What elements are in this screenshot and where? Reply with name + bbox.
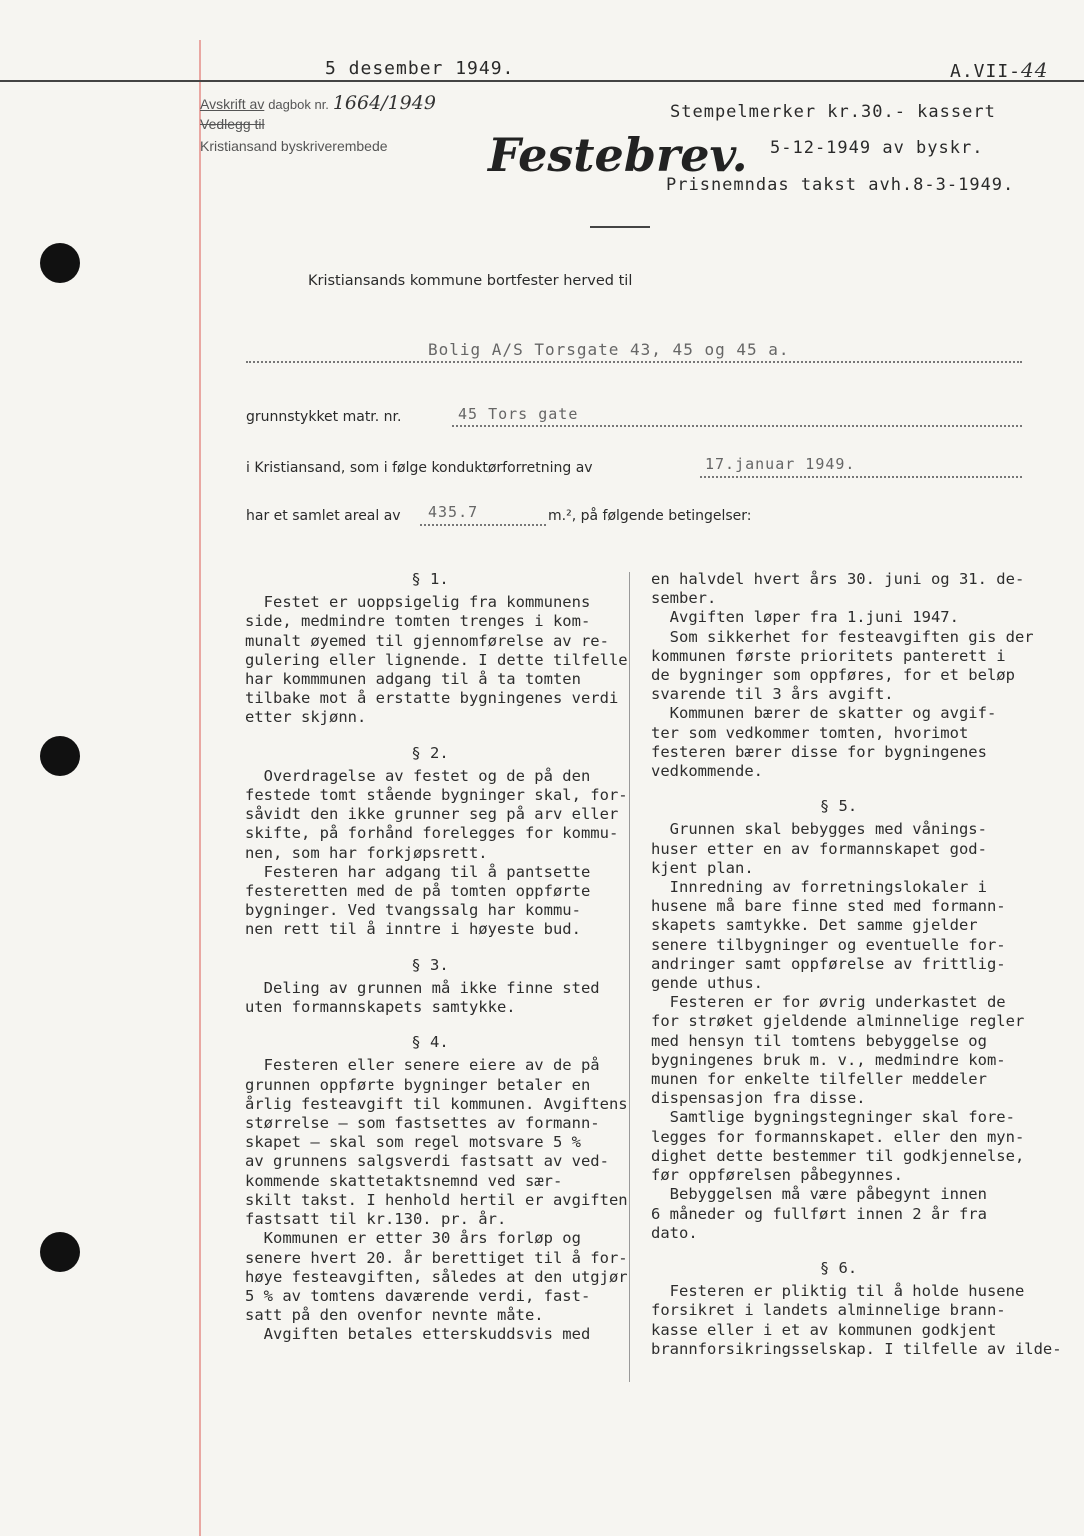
text-line: gende uthus. (651, 974, 763, 993)
text-line: grunnen oppførte bygninger betaler en (245, 1075, 591, 1094)
text-line: 5 % av tomtens daværende verdi, fast- (245, 1286, 591, 1305)
text-line: Avgiften betales etterskuddsvis med (245, 1325, 591, 1344)
text-line: kasse eller i et av kommunen godkjent (651, 1320, 997, 1339)
text-line: Festeren er pliktig til å holde husene (651, 1282, 1025, 1301)
survey-value: 17.januar 1949. (705, 455, 856, 473)
text-line: Festeren har adgang til å pantsette (245, 862, 591, 881)
text-line: festeretten med de på tomten oppførte (245, 882, 591, 901)
text-line: Kommunen bærer de skatter og avgif- (651, 704, 997, 723)
record-date: 5 desember 1949. (325, 58, 515, 79)
stamp-line-2: Vedlegg til (200, 116, 265, 132)
survey-dotted-line (700, 476, 1022, 478)
text-line: side, medmindre tomten trenges i kom- (245, 612, 591, 631)
note-cancelled: 5-12-1949 av byskr. (770, 138, 984, 158)
text-line: munalt øyemed til gjennomførelse av re- (245, 631, 609, 650)
left-column (245, 570, 628, 1345)
header-rule (0, 80, 1084, 82)
text-line: skapets samtykke. Det samme gjelder (651, 916, 978, 935)
text-line: skifte, på forhånd forelegges for kommu- (245, 824, 619, 843)
margin-line (199, 40, 201, 1536)
text-line: sember. (651, 589, 717, 608)
text-line: husene må bare finne sted med formann- (651, 897, 1006, 916)
text-line: dighet dette bestemmer til godkjennelse, (651, 1146, 1025, 1165)
area-prefix: har et samlet areal av (246, 508, 401, 524)
text-line: skapet — skal som regel motsvare 5 % (245, 1133, 581, 1152)
lessee-dotted-line (246, 361, 1022, 363)
text-line: kjent plan. (651, 858, 754, 877)
text-line: Samtlige bygningstegninger skal fore- (651, 1108, 1015, 1127)
text-line: legges for formannskapet. eller den myn- (651, 1127, 1025, 1146)
text-line: senere hvert 20. år berettiget til å for- (245, 1248, 628, 1267)
text-line: Kommunen er etter 30 års forløp og (245, 1229, 581, 1248)
text-line: Festeren er for øvrig underkastet de (651, 993, 1006, 1012)
area-dotted-line (420, 524, 546, 526)
section-heading: § 6. (819, 1258, 858, 1277)
text-line: vedkommende. (651, 762, 763, 781)
text-line: dispensasjon fra disse. (651, 1089, 866, 1108)
punch-hole-middle (40, 736, 80, 776)
text-line: fastsatt til kr.130. pr. år. (245, 1210, 507, 1229)
text-line: festede tomt stående bygninger skal, for- (245, 786, 628, 805)
text-line: Innredning av forretningslokaler i (651, 878, 987, 897)
text-line: etter skjønn. (245, 708, 367, 727)
text-line: andringer samt oppførelse av frittlig- (651, 954, 1006, 973)
text-line: høye festeavgiften, således at den utgjør (245, 1267, 628, 1286)
section-heading: § 1. (411, 570, 449, 588)
text-line: brannforsikringsselskap. I tilfelle av ilde- (651, 1339, 1062, 1358)
text-line: Festet er uoppsigelig fra kommunens (245, 593, 591, 612)
text-line: årlig festeavgift til kommunen. Avgiftens (245, 1094, 628, 1113)
text-line: nen, som har forkjøpsrett. (245, 843, 488, 862)
plot-dotted-line (452, 425, 1022, 427)
text-line: av grunnens salgsverdi fastsatt av ved- (245, 1152, 609, 1171)
survey-label: i Kristiansand, som i følge konduktørforretning av (246, 460, 593, 476)
reference-printed: A.VII- (950, 61, 1022, 82)
punch-hole-bottom (40, 1232, 80, 1272)
section-heading: § 3. (411, 955, 449, 974)
text-line: med hensyn til tomtens bebyggelse og (651, 1031, 987, 1050)
stamp-line-3: Kristiansand byskriverembede (200, 138, 388, 154)
text-line: Som sikkerhet for festeavgiften gis der (651, 627, 1034, 646)
text-line: forsikret i landets alminnelige brann- (651, 1301, 1006, 1320)
section-heading: § 5. (819, 797, 858, 816)
text-line: 6 måneder og fullført innen 2 år fra (651, 1204, 987, 1223)
text-line: de bygninger som oppføres, for et beløp (651, 666, 1015, 685)
text-line: Festeren eller senere eiere av de på (245, 1056, 600, 1075)
punch-hole-top (40, 243, 80, 283)
intro-line: Kristiansands kommune bortfester herved til (308, 273, 633, 289)
text-line: Avgiften løper fra 1.juni 1947. (651, 608, 959, 627)
diary-number: 1664/1949 (332, 92, 436, 114)
right-column (651, 570, 1062, 1359)
note-valuation: Prisnemndas takst avh.8-3-1949. (666, 175, 1015, 195)
text-line: Overdragelse av festet og de på den (245, 766, 591, 785)
text-line: såvidt den ikke grunner seg på arv eller (245, 805, 619, 824)
section-heading: § 4. (411, 1033, 449, 1052)
plot-label: grunnstykket matr. nr. (246, 409, 402, 425)
text-line: kommunen første prioritets panterett i (651, 646, 1006, 665)
text-line: Deling av grunnen må ikke finne sted (245, 978, 600, 997)
text-line: munen for enkelte tilfeller meddeler (651, 1070, 987, 1089)
plot-value: 45 Tors gate (458, 405, 579, 423)
text-line: ter som vedkommer tomten, hvorimot (651, 723, 969, 742)
text-line: festeren bærer disse for bygningenes (651, 742, 987, 761)
text-line: dato. (651, 1223, 698, 1242)
area-suffix: m.², på følgende betingelser: (548, 508, 752, 524)
text-line: tilbake mot å erstatte bygningenes verdi (245, 689, 619, 708)
text-line: en halvdel hvert års 30. juni og 31. de- (651, 570, 1025, 588)
text-line: Grunnen skal bebygges med vånings- (651, 820, 987, 839)
text-line: bygningenes bruk m. v., medmindre kom- (651, 1050, 1006, 1069)
text-line: bygninger. Ved tvangssalg har kommu- (245, 901, 581, 920)
text-line: Bebyggelsen må være påbegynt innen (651, 1185, 987, 1204)
text-line: senere tilbygninger og eventuelle for- (651, 935, 1006, 954)
record-reference (950, 58, 1048, 82)
text-line: før oppførelsen påbegynnes. (651, 1166, 903, 1185)
text-line: uten formannskapets samtykke. (245, 998, 516, 1017)
text-line: størrelse — som fastsettes av formann- (245, 1114, 600, 1133)
text-line: har kommmunen adgang til å ta tomten (245, 670, 581, 689)
text-line: skilt takst. I henhold hertil er avgiften (245, 1190, 628, 1209)
text-line: svarende til 3 års avgift. (651, 685, 894, 704)
column-divider (629, 572, 630, 1382)
stamp-line-1: Avskrift av dagbok nr. 1664/1949 (200, 92, 436, 114)
document-title: Festebrev. (488, 128, 748, 182)
note-stamps: Stempelmerker kr.30.- kassert (670, 102, 996, 122)
text-line: nen rett til å inntre i høyeste bud. (245, 920, 581, 939)
reference-handwritten: 44 (1021, 58, 1049, 82)
text-line: huser etter en av formannskapet god- (651, 839, 987, 858)
text-line: gulering eller lignende. I dette tilfelle (245, 650, 628, 669)
lessee-name: Bolig A/S Torsgate 43, 45 og 45 a. (428, 340, 790, 359)
title-rule (590, 226, 650, 228)
text-line: kommende skattetaktsnemnd ved sær- (245, 1171, 563, 1190)
area-value: 435.7 (428, 503, 479, 521)
section-heading: § 2. (411, 743, 449, 762)
text-line: satt på den ovenfor nevnte måte. (245, 1306, 544, 1325)
text-line: for strøket gjeldende alminnelige regler (651, 1012, 1025, 1031)
